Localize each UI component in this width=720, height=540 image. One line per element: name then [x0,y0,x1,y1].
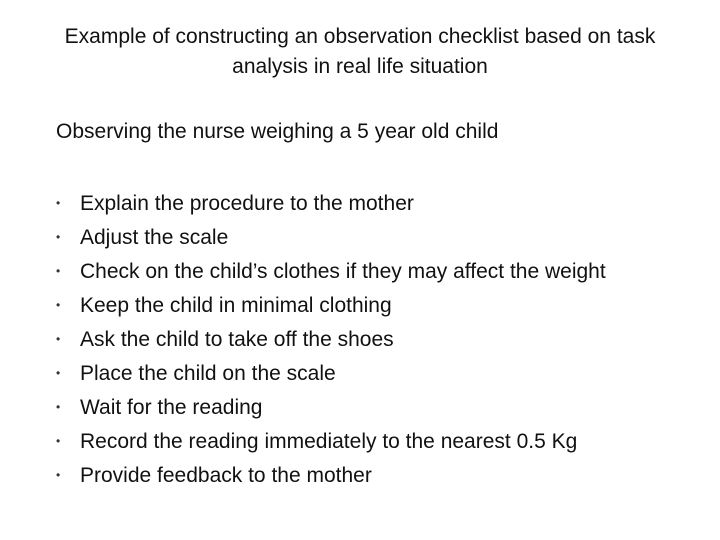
bullet-icon: • [56,366,61,380]
bullet-icon: • [56,298,61,312]
bullet-icon: • [56,434,61,448]
checklist-item-text: Check on the child’s clothes if they may affect the weight [80,260,606,283]
checklist-item-text: Explain the procedure to the mother [80,192,414,215]
bullet-icon: • [56,196,61,210]
bullet-icon: • [56,400,61,414]
checklist-item [56,359,670,388]
checklist-subtitle: Observing the nurse weighing a 5 year old child [56,120,499,143]
checklist-item-text: Adjust the scale [80,226,229,249]
bullet-icon: • [56,230,61,244]
bullet-icon: • [56,468,61,482]
checklist-item [56,461,670,490]
bullet-icon: • [56,332,61,346]
checklist [56,189,670,495]
checklist-item-text: Wait for the reading [80,396,263,419]
checklist-item [56,427,670,456]
slide-title-line-2: analysis in real life situation [232,55,488,78]
checklist-item-text: Provide feedback to the mother [80,464,372,487]
checklist-item [56,393,670,422]
checklist-item [56,257,670,286]
slide-title [0,22,720,82]
checklist-item-text: Keep the child in minimal clothing [80,294,392,317]
bullet-icon: • [56,264,61,278]
checklist-item [56,291,670,320]
slide-title-line-1: Example of constructing an observation checklist based on task [64,25,656,48]
checklist-item [56,223,670,252]
checklist-item-text: Place the child on the scale [80,362,336,385]
checklist-item-text: Record the reading immediately to the nearest 0.5 Kg [80,430,578,453]
checklist-item-text: Ask the child to take off the shoes [80,328,394,351]
checklist-item [56,189,670,218]
checklist-item [56,325,670,354]
